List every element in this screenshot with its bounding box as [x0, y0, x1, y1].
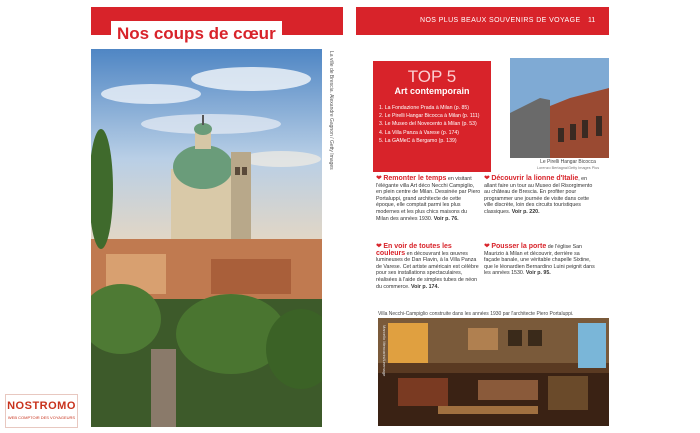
hangar-illustration [510, 58, 609, 158]
logo-tagline: WEB COMPTOIR DES VOYAGEURS [7, 415, 76, 420]
top5-box [373, 61, 491, 172]
left-page [91, 7, 343, 427]
article-ref: Voir p. 220. [511, 208, 540, 215]
top5-item: 4. La Villa Panza à Varese (p. 174) [379, 129, 459, 136]
article-heading: Pousser la porte [491, 243, 547, 250]
article-ref: Voir p. 76. [433, 215, 459, 222]
top5-item: 1. La Fondazione Prada à Milan (p. 85) [379, 105, 469, 111]
article-couleurs [376, 244, 481, 290]
villa-photo-credit: Marcello Mencarini/Leemage [382, 325, 387, 377]
villa-illustration [378, 318, 609, 426]
heart-icon: ❤ [484, 243, 490, 250]
article-body: , en allant faire un tour au Museo del Risorgimento au château de Brescia. En profiter pour programmer une journée de visite dans cette ville discrète, loin des circuits touristiques classiques. [484, 176, 593, 215]
right-page [356, 7, 609, 427]
villa-necchi-photo [378, 318, 609, 426]
hangar-caption [527, 159, 609, 171]
article-body: en découvrant les œuvres lumineuses de Dan Flavin, à la Villa Panza de Varese. Cet artiste américain est célèbre pour ses installations spectaculaires, réalisées à l'aide de simples tubes de néon du commerce. [376, 250, 479, 290]
hangar-bicocca-photo [510, 58, 609, 158]
heart-icon: ❤ [376, 175, 382, 182]
page-number: 11 [588, 17, 596, 24]
top5-subtitle: Art contemporain [394, 86, 470, 96]
hangar-caption-title: Le Pirelli Hangar Bicocca [540, 159, 596, 165]
article-pousser-la-porte [484, 244, 596, 277]
page-title: Nos coups de cœur [111, 21, 282, 46]
top5-item: 3. Le Museo del Novecento à Milan (p. 53) [379, 121, 477, 128]
villa-caption: Villa Necchi-Campiglio construite dans les années 1930 par l'architecte Piero Portaluppi. [378, 311, 574, 317]
article-heading: Remonter le temps [383, 175, 447, 182]
article-ref: Voir p. 174. [411, 283, 439, 290]
article-ref: Voir p. 95. [525, 270, 551, 277]
top5-item: 5. La GAMeC à Bergamo (p. 139) [379, 137, 457, 144]
article-heading: Découvrir la lionne d'Italie [491, 175, 579, 182]
photo-credit: La ville de Brescia. Alexandre Gagnon / Getty Images [328, 51, 334, 170]
brescia-photo [91, 49, 322, 427]
article-body: de l'église San Maurizio à Milan et découvrir, derrière sa façade banale, une véritable chapelle Sixtine, que le léonardien Bernardino Luini peignit dans les années 1530. [484, 244, 595, 277]
brescia-illustration [91, 49, 322, 427]
nostromo-logo [5, 394, 78, 428]
heart-icon: ❤ [484, 175, 490, 182]
article-lionne-italie [484, 176, 596, 216]
article-body: en visitant l'élégante villa Art déco Necchi Campiglio, en plein centre de Milan. Dessinée par Piero Portaluppi, grand architecte de cette époque, elle comptait parmi les plus modernes et les plus chics maisons du Milan des années 1930. [376, 176, 481, 222]
top5-title: TOP 5 [407, 67, 457, 86]
article-remonter-le-temps [376, 176, 481, 222]
top5-item: 2. Le Pirelli Hangar Bicocca à Milan (p. 111) [379, 113, 480, 120]
running-header: NOS PLUS BEAUX SOUVENIRS DE VOYAGE [420, 17, 581, 24]
logo-name: NOSTROMO [7, 400, 76, 412]
top5-list [379, 105, 489, 146]
hangar-photo-credit: Lorenzo Bertagna/Getty Images Plus [536, 166, 600, 170]
heart-icon: ❤ [376, 243, 382, 250]
article-heading: En voir de toutes les couleurs [376, 243, 452, 257]
